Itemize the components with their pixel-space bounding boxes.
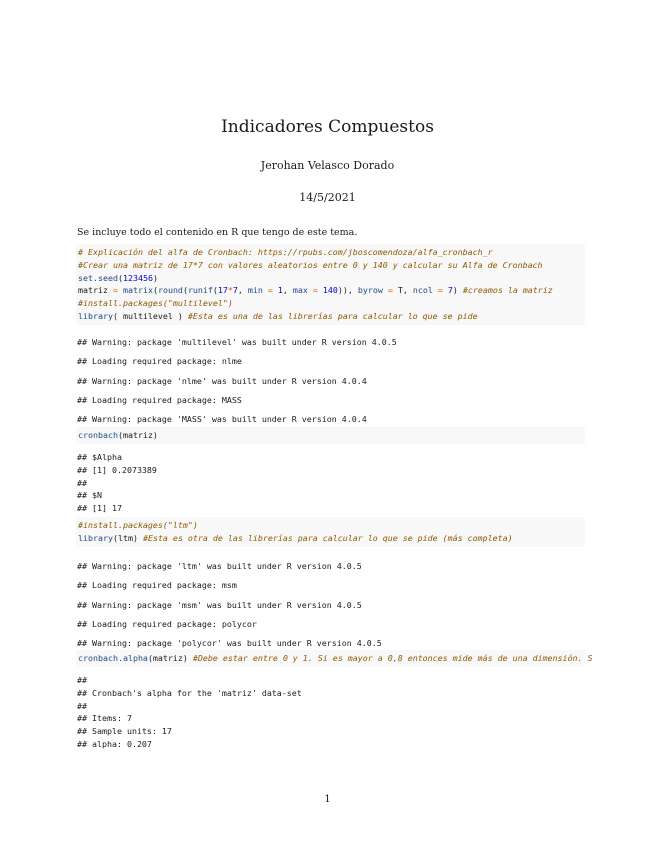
code-line: cronbach(matriz)	[78, 430, 158, 440]
code-line: library( multilevel ) #Esta es una de las librerías para calcular lo que se pide	[78, 310, 478, 321]
output-block-3	[77, 557, 382, 653]
document-date: 14/5/2021	[299, 191, 356, 204]
code-line: cronbach.alpha(matriz) #Debe estar entre 0 y 1. Si es mayor a 0,8 entonces mide más de una dimensión. S	[78, 653, 593, 663]
output-line: ## Sample units: 17	[77, 726, 172, 737]
code-chunk-3	[76, 517, 585, 547]
output-line: ## $N	[77, 490, 102, 501]
output-line: ## Cronbach's alpha for the 'matriz' data-set	[77, 687, 302, 698]
code-comment: #install.packages("ltm")	[78, 520, 198, 530]
output-line: ## Items: 7	[77, 713, 132, 724]
code-chunk-4	[76, 650, 593, 667]
output-line: ## Warning: package 'polycor' was built under R version 4.0.5	[77, 638, 382, 649]
code-comment: #Crear una matriz de 17*7 con valores aleatorios entre 0 y 140 y calcular su Alfa de Cronbach	[78, 259, 543, 270]
output-line: ## Loading required package: nlme	[77, 356, 242, 367]
output-line: ## [1] 0.2073389	[77, 464, 157, 475]
document-title: Indicadores Compuestos	[221, 117, 434, 137]
output-line: ## Loading required package: msm	[77, 580, 237, 591]
output-line: ## Warning: package 'msm' was built under R version 4.0.5	[77, 599, 362, 610]
page-number: 1	[324, 794, 331, 805]
output-line: ## Warning: package 'nlme' was built under R version 4.0.4	[77, 375, 367, 386]
code-chunk-1	[76, 244, 585, 325]
output-line: ## Warning: package 'multilevel' was built under R version 4.0.5	[77, 337, 397, 347]
output-line: ##	[77, 700, 87, 711]
output-line: ## Loading required package: MASS	[77, 394, 242, 405]
output-block-1	[77, 333, 397, 429]
code-line: set.seed(123456)	[78, 272, 158, 283]
output-block-2	[77, 451, 157, 515]
code-line: library(ltm) #Esta es otra de las librerías para calcular lo que se pide (más completa)	[78, 532, 513, 543]
output-line: ## $Alpha	[77, 452, 122, 462]
code-comment: #install.packages("multilevel")	[78, 298, 233, 309]
output-line: ## Loading required package: polycor	[77, 618, 257, 629]
output-line: ## [1] 17	[77, 503, 122, 514]
output-line: ##	[77, 675, 87, 685]
code-comment: # Explicación del alfa de Cronbach: https://rpubs.com/jboscomendoza/alfa_cronbach_r	[78, 247, 493, 257]
code-chunk-2	[76, 427, 585, 444]
code-line: matriz = matrix(round(runif(17*7, min = 1, max = 140)), byrow = T, ncol = 7) #creamos la matriz	[78, 285, 553, 296]
output-line: ## alpha: 0.207	[77, 738, 152, 749]
output-line: ## Warning: package 'MASS' was built under R version 4.0.4	[77, 414, 367, 425]
document-author: Jerohan Velasco Dorado	[260, 159, 395, 172]
output-block-4	[77, 674, 302, 751]
output-line: ##	[77, 477, 87, 488]
intro-paragraph: Se incluye todo el contenido en R que tengo de este tema.	[77, 227, 358, 238]
output-line: ## Warning: package 'ltm' was built under R version 4.0.5	[77, 561, 362, 571]
